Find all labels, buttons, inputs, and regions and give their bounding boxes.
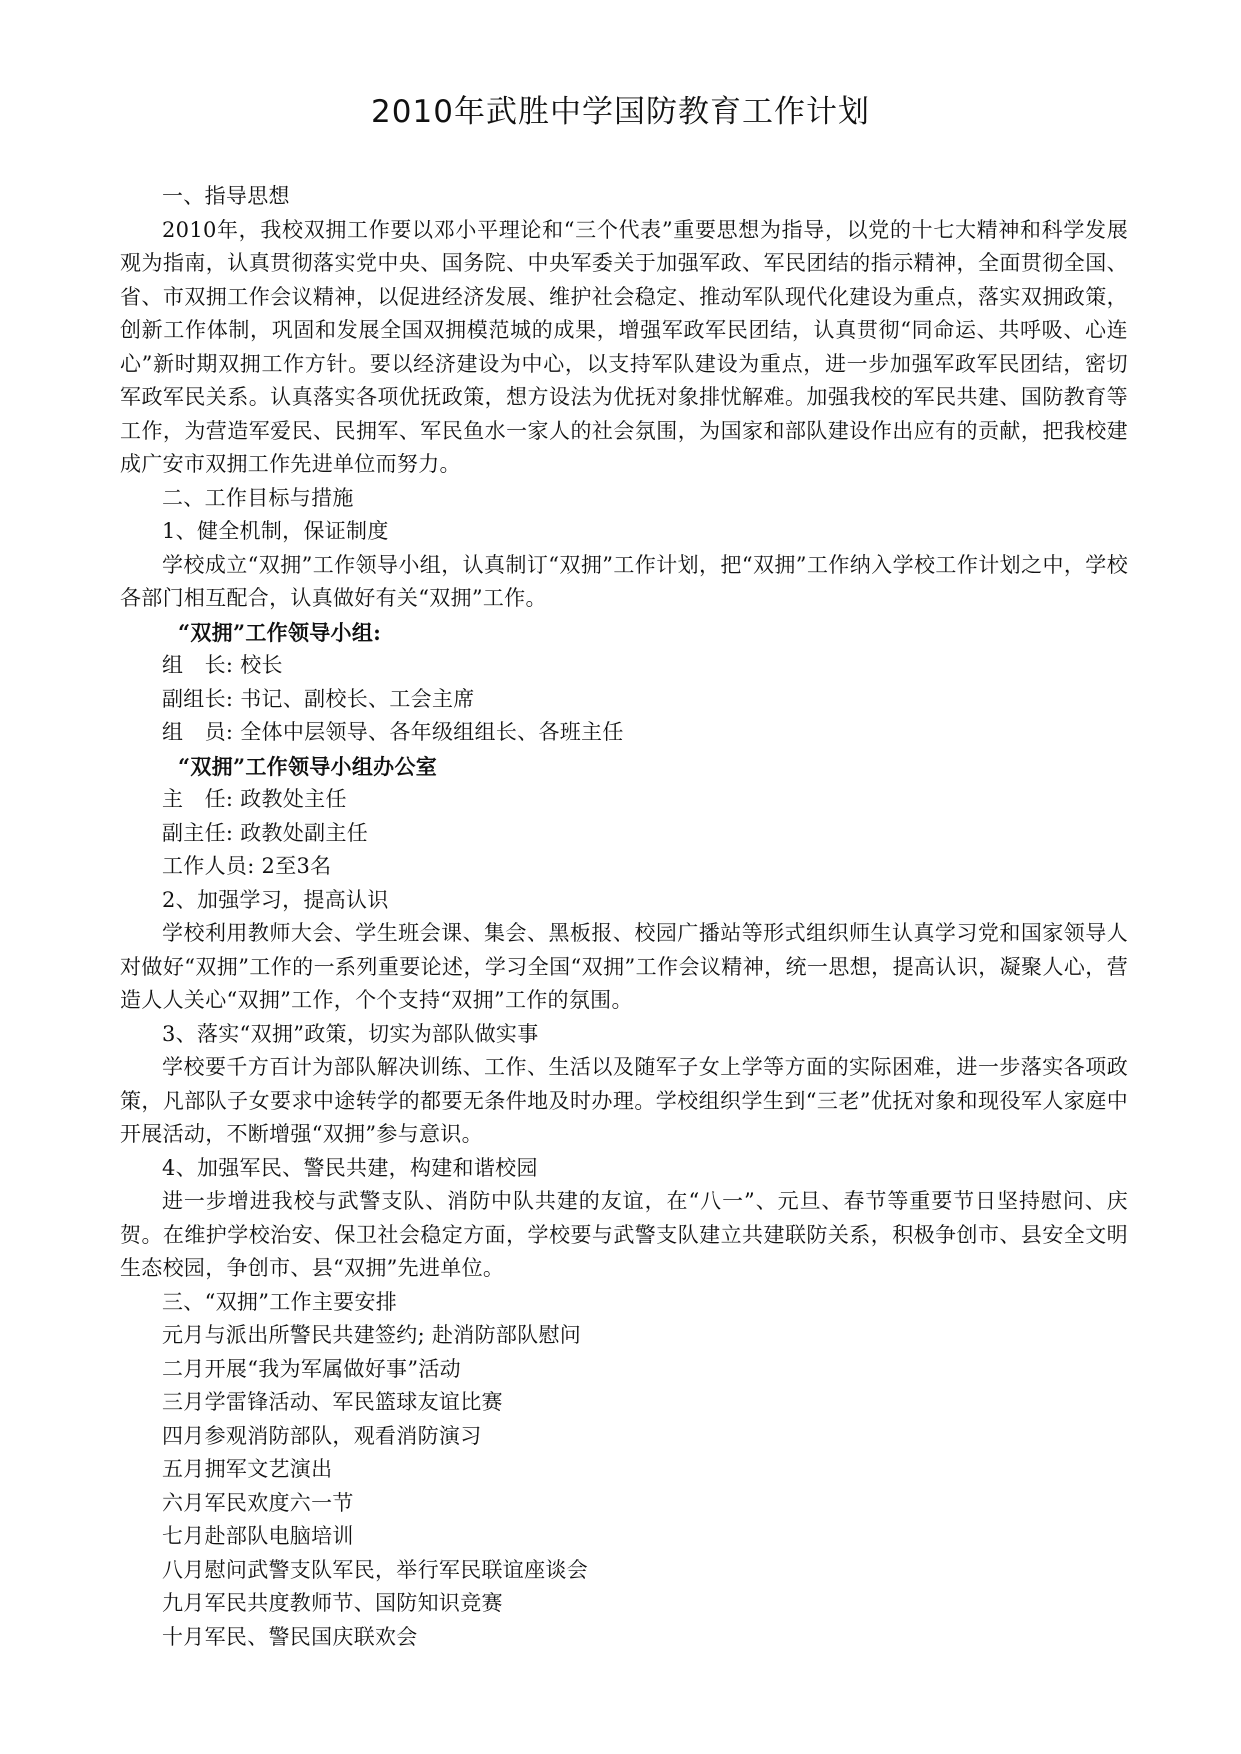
section-heading: 二、工作目标与措施 xyxy=(162,485,354,510)
paragraph: 进一步增进我校与武警支队、消防中队共建的友谊，在“八一”、元旦、春节等重要节日坚持慰问、庆贺。在维护学校治安、保卫社会稳定方面，学校要与武警支队建立共建联防关系，积极争创市、县安全文明生态校园，争创市、县“双拥”先进单位。 xyxy=(120,1189,1128,1280)
office-staff: 工作人员: 2至3名 xyxy=(162,854,332,878)
schedule-item: 二月开展“我为军属做好事”活动 xyxy=(162,1356,461,1381)
schedule-item: 七月赴部队电脑培训 xyxy=(162,1524,354,1548)
schedule-item: 四月参观消防部队，观看消防演习 xyxy=(162,1423,482,1448)
paragraph: 学校要千方百计为部队解决训练、工作、生活以及随军子女上学等方面的实际困难，进一步落实各项政策，凡部队子女要求中途转学的都要无条件地及时办理。学校组织学生到“三老”优抚对象和现役军人家庭中开展活动，不断增强“双拥”参与意识。 xyxy=(120,1055,1128,1146)
group-leader: 组 长: 校长 xyxy=(162,653,283,677)
subsection-heading: 2、加强学习，提高认识 xyxy=(162,887,389,912)
schedule-item: 三月学雷锋活动、军民篮球友谊比赛 xyxy=(162,1390,503,1414)
schedule-item: 六月军民欢度六一节 xyxy=(162,1490,354,1515)
section-heading: 一、指导思想 xyxy=(162,184,290,208)
document-body xyxy=(120,180,1128,1654)
section-heading: 三、“双拥”工作主要安排 xyxy=(162,1289,398,1314)
schedule-item: 十月军民、警民国庆联欢会 xyxy=(162,1624,418,1649)
group-heading: “双拥”工作领导小组: xyxy=(178,619,382,645)
schedule-item: 元月与派出所警民共建签约; 赴消防部队慰问 xyxy=(162,1323,582,1347)
group-deputy: 副组长: 书记、副校长、工会主席 xyxy=(162,686,475,711)
subsection-heading: 1、健全机制，保证制度 xyxy=(162,519,389,543)
subsection-heading: 4、加强军民、警民共建，构建和谐校园 xyxy=(162,1155,538,1180)
subsection-heading: 3、落实“双拥”政策，切实为部队做实事 xyxy=(162,1021,539,1046)
paragraph: 2010年，我校双拥工作要以邓小平理论和“三个代表”重要思想为指导，以党的十七大精神和科学发展观为指南，认真贯彻落实党中央、国务院、中央军委关于加强军政、军民团结的指示精神，全面贯彻全国、省、市双拥工作会议精神，以促进经济发展、维护社会稳定、推动军队现代化建设为重点，落实双拥政策，创新工作体制，巩固和发展全国双拥模范城的成果，增强军政军民团结，认真贯彻“同命运、共呼吸、心连心”新时期双拥工作方针。要以经济建设为中心，以支持军队建设为重点，进一步加强军政军民团结，密切军政军民关系。认真落实各项优抚政策，想方设法为优抚对象排忧解难。加强我校的军民共建、国防教育等工作，为营造军爱民、民拥军、军民鱼水一家人的社会氛围，为国家和部队建设作出应有的贡献，把我校建成广安市双拥工作先进单位而努力。 xyxy=(120,217,1128,476)
paragraph: 学校利用教师大会、学生班会课、集会、黑板报、校园广播站等形式组织师生认真学习党和国家领导人对做好“双拥”工作的一系列重要论述，学习全国“双拥”工作会议精神，统一思想，提高认识，凝聚人心，营造人人关心“双拥”工作，个个支持“双拥”工作的氛围。 xyxy=(120,921,1128,1012)
group-members: 组 员: 全体中层领导、各年级组组长、各班主任 xyxy=(162,720,624,744)
schedule-item: 九月军民共度教师节、国防知识竞赛 xyxy=(162,1591,503,1615)
office-heading: “双拥”工作领导小组办公室 xyxy=(178,753,438,779)
office-deputy: 副主任: 政教处副主任 xyxy=(162,820,369,845)
schedule-item: 五月拥军文艺演出 xyxy=(162,1457,333,1481)
document-title: 2010年武胜中学国防教育工作计划 xyxy=(371,94,870,130)
schedule-item: 八月慰问武警支队军民，举行军民联谊座谈会 xyxy=(162,1557,588,1582)
paragraph: 学校成立“双拥”工作领导小组，认真制订“双拥”工作计划，把“双拥”工作纳入学校工作计划之中，学校各部门相互配合，认真做好有关“双拥”工作。 xyxy=(120,552,1128,610)
office-director: 主 任: 政教处主任 xyxy=(162,787,347,811)
